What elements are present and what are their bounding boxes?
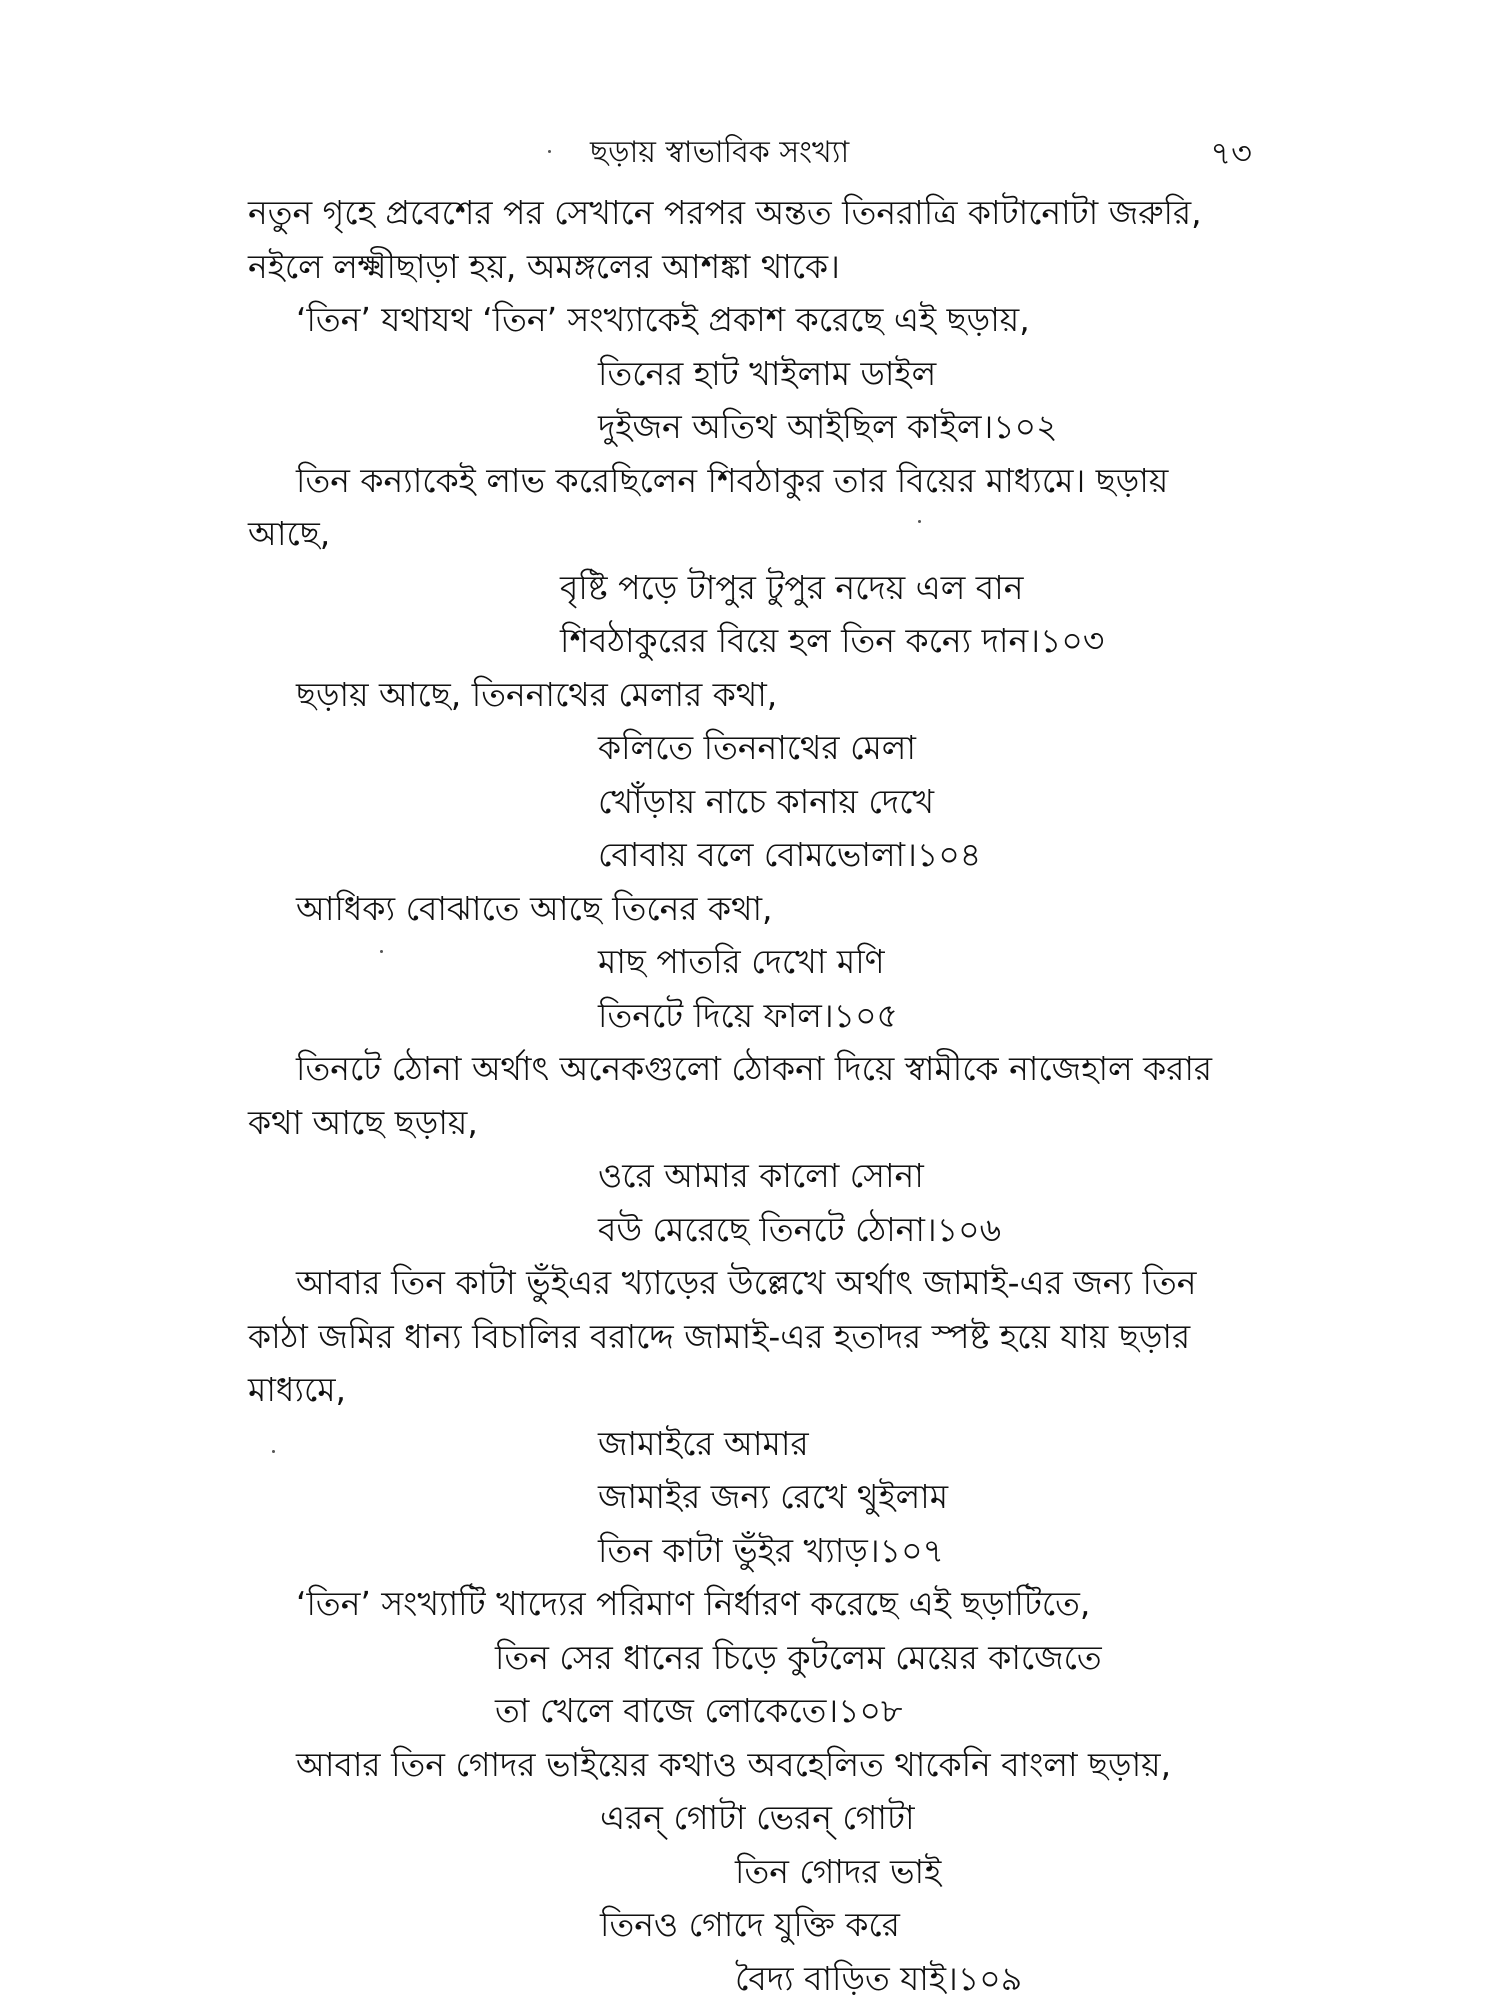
- text-line: আধিক্য বোঝাতে আছে তিনের কথা,: [296, 889, 773, 928]
- running-title: ছড়ায় স্বাভাবিক সংখ্যা: [590, 135, 850, 170]
- text-line: তিনটে ঠোনা অর্থাৎ অনেকগুলো ঠোকনা দিয়ে স্বামীকে নাজেহাল করার: [296, 1049, 1213, 1088]
- page-header: [0, 128, 1500, 176]
- text-line: নইলে লক্ষ্মীছাড়া হয়, অমঙ্গলের আশঙ্কা থাকে।: [248, 247, 840, 286]
- verse-line: কলিতে তিননাথের মেলা: [598, 728, 916, 767]
- text-line: তিন কন্যাকেই লাভ করেছিলেন শিবঠাকুর তার বিয়ের মাধ্যমে। ছড়ায়: [296, 461, 1169, 500]
- text-line: ‘তিন’ সংখ্যাটি খাদ্যের পরিমাণ নির্ধারণ করেছে এই ছড়াটিতে,: [296, 1584, 1091, 1623]
- text-line: নতুন গৃহে প্রবেশের পর সেখানে পরপর অন্তত তিনরাত্রি কাটানোটা জরুরি,: [248, 193, 1202, 232]
- text-line: আবার তিন কাটা ভুঁইএর খ্যাড়ের উল্লেখে অর্থাৎ জামাই-এর জন্য তিন: [296, 1263, 1197, 1302]
- verse-line: জামাইরে আমার: [598, 1424, 809, 1463]
- verse-line: তিনের হাট খাইলাম ডাইল: [598, 354, 937, 393]
- verse-line: তিনও গোদে যুক্তি করে: [600, 1905, 900, 1944]
- text-line: কথা আছে ছড়ায়,: [248, 1103, 478, 1142]
- verse-line: দুইজন অতিথ আইছিল কাইল।১০২: [598, 407, 1058, 446]
- verse-line: তিন কাটা ভুঁইর খ্যাড়।১০৭: [598, 1531, 944, 1570]
- text-line: আবার তিন গোদর ভাইয়ের কথাও অবহেলিত থাকেনি বাংলা ছড়ায়,: [296, 1745, 1172, 1784]
- verse-line: শিবঠাকুরের বিয়ে হল তিন কন্যে দান।১০৩: [560, 621, 1105, 660]
- verse-line: তিন গোদর ভাই: [735, 1852, 942, 1891]
- print-speck: [548, 150, 551, 153]
- verse-line: তা খেলে বাজে লোকেতে।১০৮: [495, 1691, 903, 1730]
- verse-line: বোবায় বলে বোমভোলা।১০৪: [598, 835, 982, 874]
- text-line: ‘তিন’ যথাযথ ‘তিন’ সংখ্যাকেই প্রকাশ করেছে এই ছড়ায়,: [296, 300, 1030, 339]
- text-line: ছড়ায় আছে, তিননাথের মেলার কথা,: [296, 675, 778, 714]
- verse-line: ওরে আমার কালো সোনা: [598, 1156, 924, 1195]
- verse-line: বৃষ্টি পড়ে টাপুর টুপুর নদেয় এল বান: [560, 568, 1024, 607]
- print-speck: [918, 520, 921, 523]
- text-line: আছে,: [248, 514, 331, 553]
- text-line: মাধ্যমে,: [248, 1370, 347, 1409]
- verse-line: বৈদ্য বাড়িত যাই।১০৯: [735, 1959, 1023, 1998]
- page-number: ৭৩: [1210, 134, 1252, 172]
- print-speck: [380, 950, 383, 953]
- verse-line: বউ মেরেছে তিনটে ঠোনা।১০৬: [598, 1210, 1002, 1249]
- verse-line: খোঁড়ায় নাচে কানায় দেখে: [598, 782, 935, 821]
- verse-line: মাছ পাতরি দেখো মণি: [598, 942, 885, 981]
- text-line: কাঠা জমির ধান্য বিচালির বরাদ্দে জামাই-এর হতাদর স্পষ্ট হয়ে যায় ছড়ার: [248, 1317, 1191, 1356]
- verse-line: তিনটে দিয়ে ফাল।১০৫: [598, 996, 898, 1035]
- verse-line: তিন সের ধানের চিড়ে কুটলেম মেয়ের কাজেতে: [495, 1638, 1102, 1677]
- print-speck: [272, 1450, 275, 1453]
- verse-line: এরন্ গোটা ভেরন্ গোটা: [600, 1798, 915, 1837]
- verse-line: জামাইর জন্য রেখে থুইলাম: [598, 1477, 949, 1516]
